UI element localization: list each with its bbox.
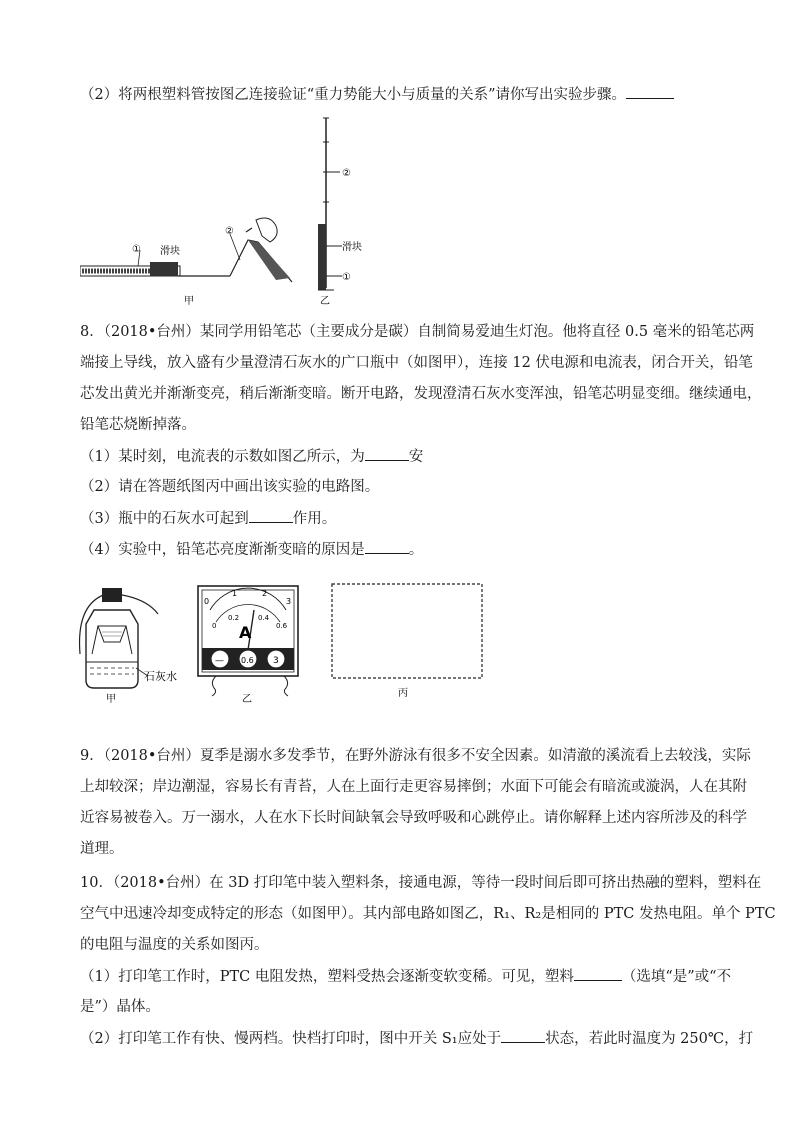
svg-text:0.4: 0.4 <box>258 614 270 622</box>
svg-text:0.2: 0.2 <box>228 614 240 622</box>
circle-1b-label: ① <box>342 272 351 283</box>
caption-yi: 乙 <box>242 694 252 705</box>
svg-text:0: 0 <box>212 622 217 630</box>
q10-line3: 的电阻与温度的关系如图丙。 <box>80 937 269 953</box>
q10-line1: 10．（2018•台州）在 3D 打印笔中装入塑料条，接通电源，等待一段时间后即可挤出热融的塑料，塑料在 <box>80 875 762 891</box>
circle-1-label: ① <box>132 244 141 255</box>
caption-bing: 丙 <box>398 688 408 699</box>
q7-part2: （2）将两根塑料管按图乙连接验证“重力势能大小与质量的关系”请你写出实验步骤。 <box>80 84 674 105</box>
answer-blank[interactable] <box>501 1028 545 1043</box>
q9-line1: 9．（2018•台州）夏季是溺水多发季节，在野外游泳有很多不安全因素。如清澈的溪流看上去较浅，实际 <box>80 748 751 764</box>
svg-text:2: 2 <box>262 589 268 598</box>
q10-line2: 空气中迅速冷却变成特定的形态（如图甲）。其内部电路如图乙，R₁、R₂是相同的 PTC 发热电阻。单个 PTC <box>80 906 776 922</box>
terminal-minus: — <box>215 656 224 666</box>
q8-line2: 端接上导线，放入盛有少量澄清石灰水的广口瓶中（如图甲），连接 12 伏电源和电流表，闭合开关，铅笔 <box>80 355 753 371</box>
svg-text:3: 3 <box>286 597 292 606</box>
caption-jia: 甲 <box>184 296 194 307</box>
terminal-0.6: 0.6 <box>241 656 254 665</box>
slider-block <box>150 262 178 276</box>
answer-blank[interactable] <box>626 84 674 99</box>
q8-figure <box>76 580 496 710</box>
q8-line3: 芯发出黄光并渐渐变亮，稍后渐渐变暗。断开电路，发现澄清石灰水变浑浊，铅笔芯明显变细。继续通电， <box>80 386 762 402</box>
answer-blank[interactable] <box>365 539 409 554</box>
answer-blank[interactable] <box>365 446 409 461</box>
q10-part1: （1）打印笔工作时，PTC 电阻发热，塑料受热会逐渐变软变稀。可见，塑料 （选填“是”或“不 <box>80 966 731 987</box>
answer-box-figure[interactable] <box>332 584 482 699</box>
q7-figure <box>80 112 380 312</box>
svg-text:0.6: 0.6 <box>276 622 288 630</box>
q9-line4: 道理。 <box>80 841 124 857</box>
q8-part4: （4）实验中，铅笔芯亮度渐渐变暗的原因是 。 <box>80 539 423 560</box>
circle-2b-label: ② <box>342 168 351 179</box>
figure-yi <box>318 118 362 307</box>
slider-label: 滑块 <box>160 246 180 257</box>
q8-line1: 8．（2018•台州）某同学用铅笔芯（主要成分是碳）自制简易爱迪生灯泡。他将直径 0.5 毫米的铅笔芯两 <box>80 324 755 340</box>
ammeter-figure <box>198 586 298 705</box>
figure-jia <box>80 218 292 307</box>
terminal-3: 3 <box>273 656 279 666</box>
circle-2-label: ② <box>225 226 234 237</box>
q8-part2: （2）请在答题纸图丙中画出该实验的电路图。 <box>80 479 380 495</box>
q8-part3: （3）瓶中的石灰水可起到 作用。 <box>80 508 336 529</box>
q9-line3: 近容易被卷入。万一溺水，人在水下长时间缺氧会导致呼吸和心跳停止。请你解释上述内容所涉及的科学 <box>80 810 747 826</box>
vertical-slider <box>318 224 326 290</box>
slider-b-label: 滑块 <box>342 242 362 253</box>
jar-figure <box>80 588 177 705</box>
q8-part1: （1）某时刻，电流表的示数如图乙所示，为 安 <box>80 446 423 467</box>
svg-text:1: 1 <box>232 589 238 598</box>
limewater-label: 石灰水 <box>144 670 177 683</box>
q9-line2: 上却较深；岸边潮湿，容易长有青苔，人在上面行走更容易摔倒；水面下可能会有暗流或漩涡，人在其附 <box>80 779 747 795</box>
answer-blank[interactable] <box>249 508 293 523</box>
answer-blank[interactable] <box>574 966 622 981</box>
ammeter-unit: A <box>239 623 252 642</box>
q10-part2: （2）打印笔工作有快、慢两档。快档打印时，图中开关 S₁应处于 状态，若此时温度为 250℃，打 <box>80 1028 753 1049</box>
caption-yi: 乙 <box>320 296 330 307</box>
q8-line4: 铅笔芯烧断掉落。 <box>80 417 196 433</box>
q10-part1-cont: 是”）晶体。 <box>80 999 160 1015</box>
svg-text:0: 0 <box>204 597 210 606</box>
caption-jia: 甲 <box>106 694 116 705</box>
